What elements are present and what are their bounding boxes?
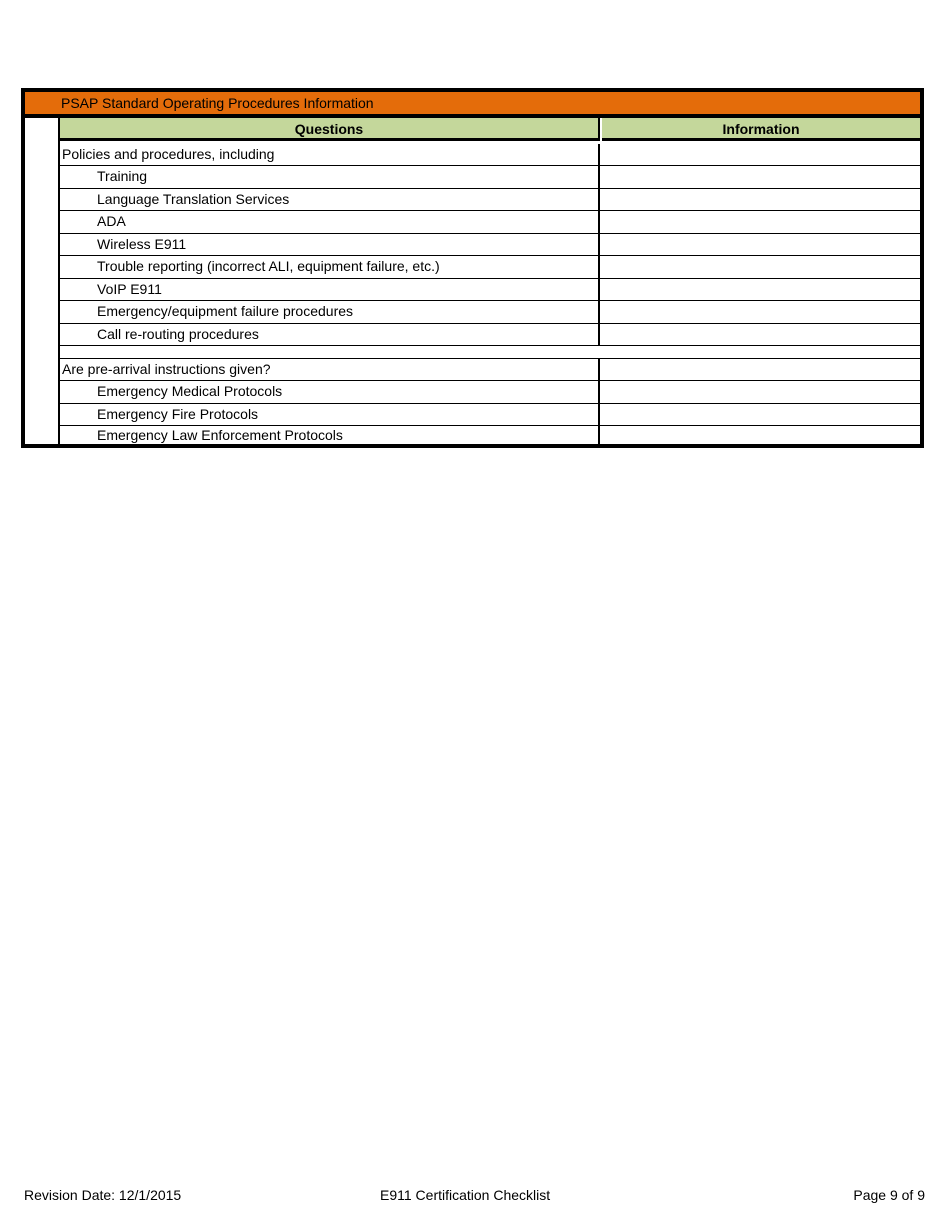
question-cell: Trouble reporting (incorrect ALI, equipment failure, etc.)	[60, 256, 600, 278]
table-row	[60, 404, 920, 426]
information-cell[interactable]	[600, 211, 920, 233]
sop-table	[21, 88, 924, 448]
table-row	[60, 324, 920, 346]
question-cell: Policies and procedures, including	[60, 144, 600, 165]
question-cell: Emergency/equipment failure procedures	[60, 301, 600, 323]
table-row	[60, 234, 920, 256]
section-header	[25, 92, 920, 118]
question-cell: ADA	[60, 211, 600, 233]
table-row	[60, 189, 920, 211]
question-cell: VoIP E911	[60, 279, 600, 300]
information-cell[interactable]	[600, 381, 920, 403]
revision-date: Revision Date: 12/1/2015	[24, 1187, 182, 1203]
table-row	[60, 166, 920, 189]
information-cell[interactable]	[600, 404, 920, 425]
spacer-row	[60, 346, 920, 359]
column-header-questions: Questions	[60, 118, 600, 141]
left-gutter	[25, 118, 60, 444]
table-row	[60, 256, 920, 279]
table-row	[60, 211, 920, 234]
information-cell[interactable]	[600, 144, 920, 165]
information-cell[interactable]	[600, 279, 920, 300]
spacer-cell	[60, 346, 600, 358]
question-cell: Language Translation Services	[60, 189, 600, 210]
question-cell: Emergency Law Enforcement Protocols	[60, 426, 600, 444]
page-number: Page 9 of 9	[853, 1187, 925, 1203]
question-cell: Wireless E911	[60, 234, 600, 255]
information-cell[interactable]	[600, 234, 920, 255]
information-cell[interactable]	[600, 359, 920, 380]
table-row	[60, 279, 920, 301]
table-row	[60, 381, 920, 404]
question-cell: Call re-routing procedures	[60, 324, 600, 345]
information-cell[interactable]	[600, 324, 920, 345]
question-cell: Emergency Medical Protocols	[60, 381, 600, 403]
question-cell: Training	[60, 166, 600, 188]
table-row	[60, 301, 920, 324]
question-cell: Emergency Fire Protocols	[60, 404, 600, 425]
information-cell[interactable]	[600, 426, 920, 444]
column-header-information: Information	[602, 118, 920, 141]
table-row	[60, 426, 920, 444]
information-cell[interactable]	[600, 256, 920, 278]
table-row	[60, 359, 920, 381]
information-cell[interactable]	[600, 301, 920, 323]
information-cell[interactable]	[600, 166, 920, 188]
section-title: PSAP Standard Operating Procedures Information	[61, 95, 374, 111]
document-title: E911 Certification Checklist	[380, 1187, 551, 1203]
question-cell: Are pre-arrival instructions given?	[60, 359, 600, 380]
information-cell[interactable]	[600, 189, 920, 210]
table-row	[60, 144, 920, 166]
